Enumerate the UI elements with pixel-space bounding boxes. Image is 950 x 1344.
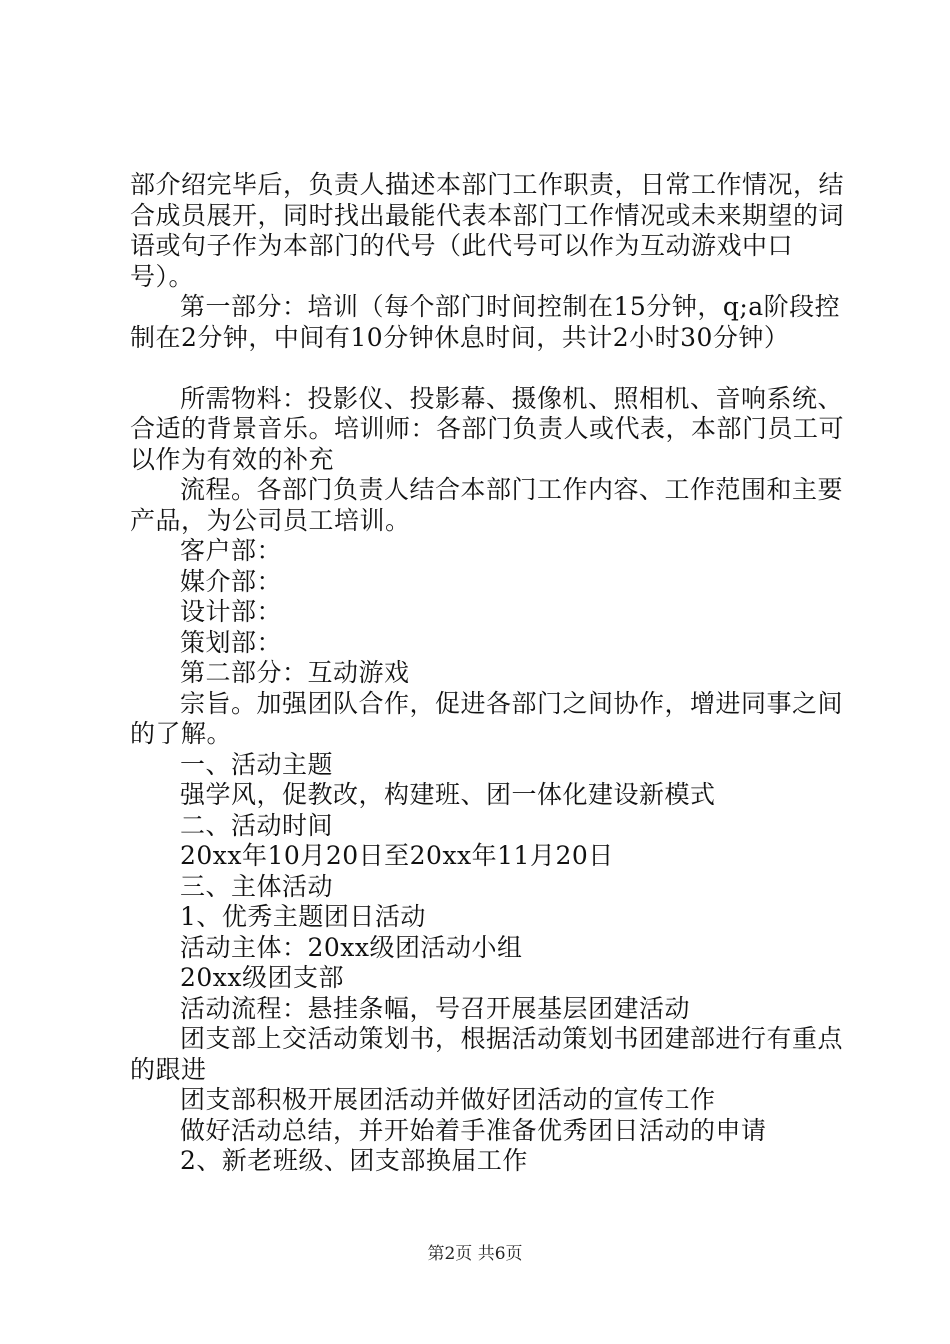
line-activity-2: 2、新老班级、团支部换届工作 <box>180 1146 528 1175</box>
line-activity-subject: 活动主体：20xx级团活动小组 <box>180 932 523 962</box>
line-promotion: 团支部积极开展团活动并做好团活动的宣传工作 <box>180 1085 716 1114</box>
paragraph-submit-plan: 团支部上交活动策划书，根据活动策划书团建部进行有重点的跟进 <box>130 1024 844 1084</box>
heading-activity-time: 二、活动时间 <box>180 810 334 840</box>
line-activity-flow: 活动流程：悬挂条幅，号召开展基层团建活动 <box>180 993 691 1023</box>
line-time-content: 20xx年10月20日至20xx年11月20日 <box>180 841 614 870</box>
paragraph-purpose: 宗旨。加强团队合作，促进各部门之间协作，增进同事之间的了解。 <box>130 688 844 748</box>
document-body <box>130 170 850 1177</box>
heading-part-two: 第二部分：互动游戏 <box>180 658 410 687</box>
heading-main-activity: 三、主体活动 <box>180 871 334 901</box>
line-media-dept: 媒介部： <box>180 566 283 596</box>
paragraph-part-one: 第一部分：培训（每个部门时间控制在15分钟，q;a阶段控制在2分钟，中间有10分钟休息时间，共计2小时30分钟） <box>130 292 841 352</box>
paragraph-intro: 部介绍完毕后，负责人描述本部门工作职责，日常工作情况，结合成员展开，同时找出最能代表本部门工作情况或未来期望的词语或句子作为本部门的代号（此代号可以作为互动游戏中口号）。 <box>130 170 845 291</box>
page-number-footer: 第2页 共6页 <box>427 1244 523 1264</box>
line-activity-1: 1、优秀主题团日活动 <box>180 902 426 931</box>
line-theme-content: 强学风，促教改，构建班、团一体化建设新模式 <box>180 780 716 809</box>
blank-line <box>130 353 850 384</box>
paragraph-process: 流程。各部门负责人结合本部门工作内容、工作范围和主要产品，为公司员工培训。 <box>130 475 844 535</box>
paragraph-materials: 所需物料：投影仪、投影幕、摄像机、照相机、音响系统、合适的背景音乐。培训师：各部门负责人或代表，本部门员工可以作为有效的补充 <box>130 383 845 474</box>
line-design-dept: 设计部： <box>180 597 283 626</box>
line-planning-dept: 策划部： <box>180 627 283 657</box>
line-league-branch: 20xx级团支部 <box>180 963 345 992</box>
line-customer-dept: 客户部： <box>180 536 283 565</box>
line-summary: 做好活动总结，并开始着手准备优秀团日活动的申请 <box>180 1115 767 1145</box>
heading-activity-theme: 一、活动主题 <box>180 749 334 779</box>
